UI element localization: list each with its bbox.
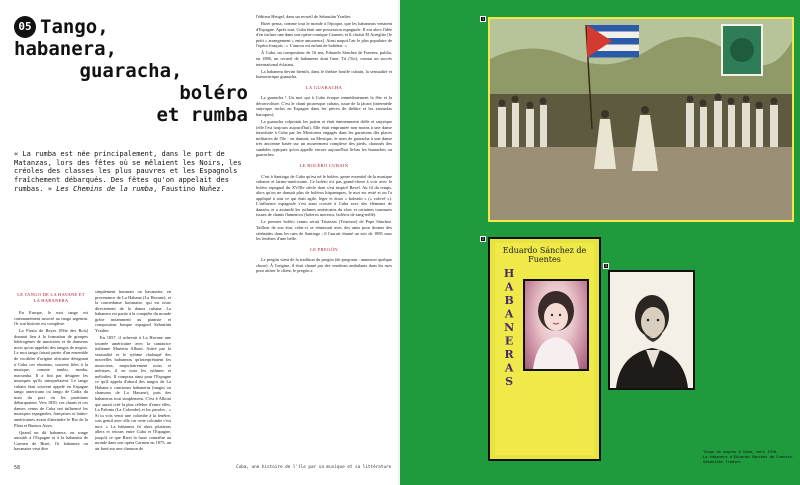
habaneras-poster-image: [488, 237, 601, 461]
paragraph: Quand on dit habanera, on songe aussitôt à l'Espagne et à la habanera de Carmen de Bizet. Or habanera ou havanaise veut dire: [14, 429, 88, 452]
poster-portrait-illustration: [525, 281, 587, 369]
page-number: 58: [14, 465, 21, 471]
paragraph: simplement havanais ou havanaise, en provenance de La Habana (La Havane), et la contredanse havanaise, qui est issue directement de la danza cubana. La habanera est partie à la conquête du monde grâce notamment au pianiste et compositeur basque espagnol Sebastián Yradier.: [95, 289, 171, 333]
dance-photo-illustration: [490, 19, 792, 220]
photo-marker-3: 3: [604, 264, 608, 268]
section-heading-tango: LE TANGO DE LA HAVANE ET LA HABANERA: [17, 292, 85, 303]
yradier-portrait-image: [608, 270, 695, 390]
paragraph: En 1857, il achevait à La Havane une tournée américaine avec la cantatrice italienne Marietta Alboni. Attiré par la sensualité et le rythme chaloupé des nouvelles habaneras qu'interprétaient les musiciens, majoritairement noirs et métisses, il en nota les rythmes et mélodies. Il composa ainsi pour l'Espagne ce qu'il appela d'abord des tangos de La Habana o canciones habaneras (tangos ou chansons de La Havane), puis des habaneras tout simplement. C'est à Alboni qui aurait créé la plus célèbre d'entre elles, La Paloma (La Colombe) et les paroles : « Si tu vois venir une colombe à la fenêtre, sois gentil avec elle car cette colombe c'est moi. » La habanera fit alors plusieurs allers et retours entre Cuba et l'Espagne, jusqu'à ce que Bizet la fasse connaître au monde dans son opéra Carmen en 1875, un air basé sur une chanson de: [95, 334, 171, 451]
body-column-2: [95, 289, 171, 462]
paragraph: En Europe, le mot tango est communément associé au tango argentin. Or son histoire est complexe.: [14, 310, 88, 327]
paragraph: À Cuba, un compositeur de 16 ans, Eduardo Sánchez de Fuentes, publia, en 1886, un recueil de habaneras dont l'une, Tú (Toi), connut un succès international éclatant.: [256, 50, 392, 67]
caption-3: Sebastián Yradier.: [703, 460, 743, 465]
title-line-4: boléro: [179, 82, 248, 104]
paragraph: La Fiesta de Reyes [Fête des Rois] donnait lieu à la formation de groupes hétérogènes de musiciens et de danseurs noirs qu'on appelait des tangos de negros. Le mot tango faisait partie d'un ensemble de vocables d'origine africaine désignant à Cuba ces réunions, souvent liées à la musique, comme tambo, rumba, macumba. Il a fini par désigner les musiques qu'ils interprétaient. Le tango cubain était souvent appelé en Espagne tango americano ou tango de Cadiz du nom du port où les partitions débarquaient. Vers 1850, ces chants et ces danses venus de Cuba ont influencé les musiques espagnoles, françaises et latino-américaines avant d'atteindre le Rio de la Plata et Buenos Aires.: [14, 328, 88, 428]
paragraph: La guaracha colportait les potins et était éminemment drôle et satyrique (elle l'est toujours aujourd'hui). Elle était empruntée non moins à une danse introduite à Cuba par les Mexicains engagés dans les garnisons des places militaires de l'île : on dansait, au Mexique, le nom de guaracha à une danse très ancienne basée sur un mouvement complexe des pieds, chaussés des sandales typiques qu'on appelle encore aujourd'hui là-bas les huaraches ou guaraches.: [256, 119, 392, 158]
paragraph: l'éditeur Heugel, dans un recueil de Sebastián Yradier.: [256, 14, 352, 19]
chapter-number-badge: 05: [14, 16, 36, 38]
portrait-engraving-illustration: [610, 272, 693, 388]
quote-author: , Faustino Nuñez.: [153, 184, 225, 193]
dance-photo-image: [488, 17, 794, 222]
body-column-3: [256, 14, 392, 462]
title-line-2: habanera,: [14, 38, 117, 60]
quote-source: Les Chemins de la rumba: [56, 184, 154, 193]
poster-vertical-letters: HABANERAS: [502, 267, 516, 389]
paragraph: Bizet pensa, comme tout le monde à l'époque, que les habaneras venaient d'Espagne. Après tout, Cuba était une possession espagnole. Il eut alors l'idée d'en inclure une dans son opéra-comique Carmen, et il choisit El Arreglito [le petit « arrangement » entre amoureux]. Ainsi naquit l'air le plus populaire de l'opéra français : « L'amour est enfant de bohème. »: [256, 21, 392, 49]
paragraph: La guaracha ! Un mot qui à Cuba évoque immédiatement la fête et la déconvolture. C'est le chant picaresque cubain, issue de la jácara (intermède satyrique inclus en Espagne dans les pièces de théâtre et les zarzuelas baroques).: [256, 95, 392, 117]
title-line-1: Tango,: [40, 16, 109, 38]
running-footer: Cuba, une histoire de l'île par sa musique et sa littérature: [236, 465, 392, 470]
section-heading-guaracha: LA GUARACHA: [305, 84, 343, 90]
image-captions: [703, 450, 797, 466]
photo-marker-2: 2: [481, 237, 485, 241]
paragraph: C'est à Santiago de Cuba qu'est né le boléro, genre essentiel de la musique cubaine et latino-américaine. Ce boléro n'a pas grand-chose à voir avec le boléro espagnol du XVIIIe siècle dont s'est inspiré Ravel. Au fil du temps, alors qu'on ne dansait plus de boléros hispaniques, le mot est resté et on l'a appliqué à tout ce qui était agile, léger et doux « boleado » (« volevé »). L'influence espagnole s'est ainsi croisée à Cuba avec des éléments de danzón, et a assimilé les rythmes américains du slow et certaines tournures issues de chants flamencos (boleros moreros, boléros de sang-mêlé).: [256, 173, 392, 218]
body-column-1: [14, 310, 88, 462]
caption-1: Tango de negros à Cuba, vers 1910.: [703, 450, 779, 454]
paragraph: Le premier boléro connu serait Tristezas (Tristesse) de Pepe Sánchez. Tailleur de son état, celui-ci se réunissait avec des amis pour donner des sérénades dans les rues de Santiago ; il l'aurait chanté un soir de 1885 sous les fenêtres d'une belle.: [256, 219, 392, 242]
photo-marker-1: 1: [481, 17, 485, 21]
poster-vertical-title: [501, 267, 515, 393]
title-line-5: et rumba: [156, 104, 248, 126]
poster-composer-name: Eduardo Sánchez de Fuentes: [502, 246, 587, 264]
title-line-3: guaracha,: [79, 60, 183, 82]
quote-text: « La rumba est née principalement, dans le port de Matanzas, lors des fêtes où se mêlaient les Noirs, les créoles des classes les plus pauvres et les Espagnols fraîchement débarqués. Des fêtes qu'on appelait des rumbas. »: [14, 150, 242, 193]
chapter-title: [14, 16, 248, 126]
pull-quote: [14, 150, 246, 194]
poster-frame: [495, 243, 594, 455]
paragraph: Le pregón vient de la tradition du pregón (de pregonar : annoncer quelque chose). À l'origine, il était chanté par des vendeurs ambulants dans les rues pour attirer le client, le pregón a: [256, 257, 392, 274]
caption-2: La habanera d'Eduardo Sánchez de Fuentes.: [703, 455, 795, 460]
paragraph: La habanera devint bientôt, dans le théâtre bouffe cubain, la sensualité et humoristique guaracha.: [256, 68, 392, 80]
section-heading-pregon: LE PREGÓN: [310, 246, 338, 252]
poster-woman-portrait: [523, 279, 589, 371]
section-heading-bolero: LE BOLÉRO CUBAIN: [299, 162, 349, 168]
